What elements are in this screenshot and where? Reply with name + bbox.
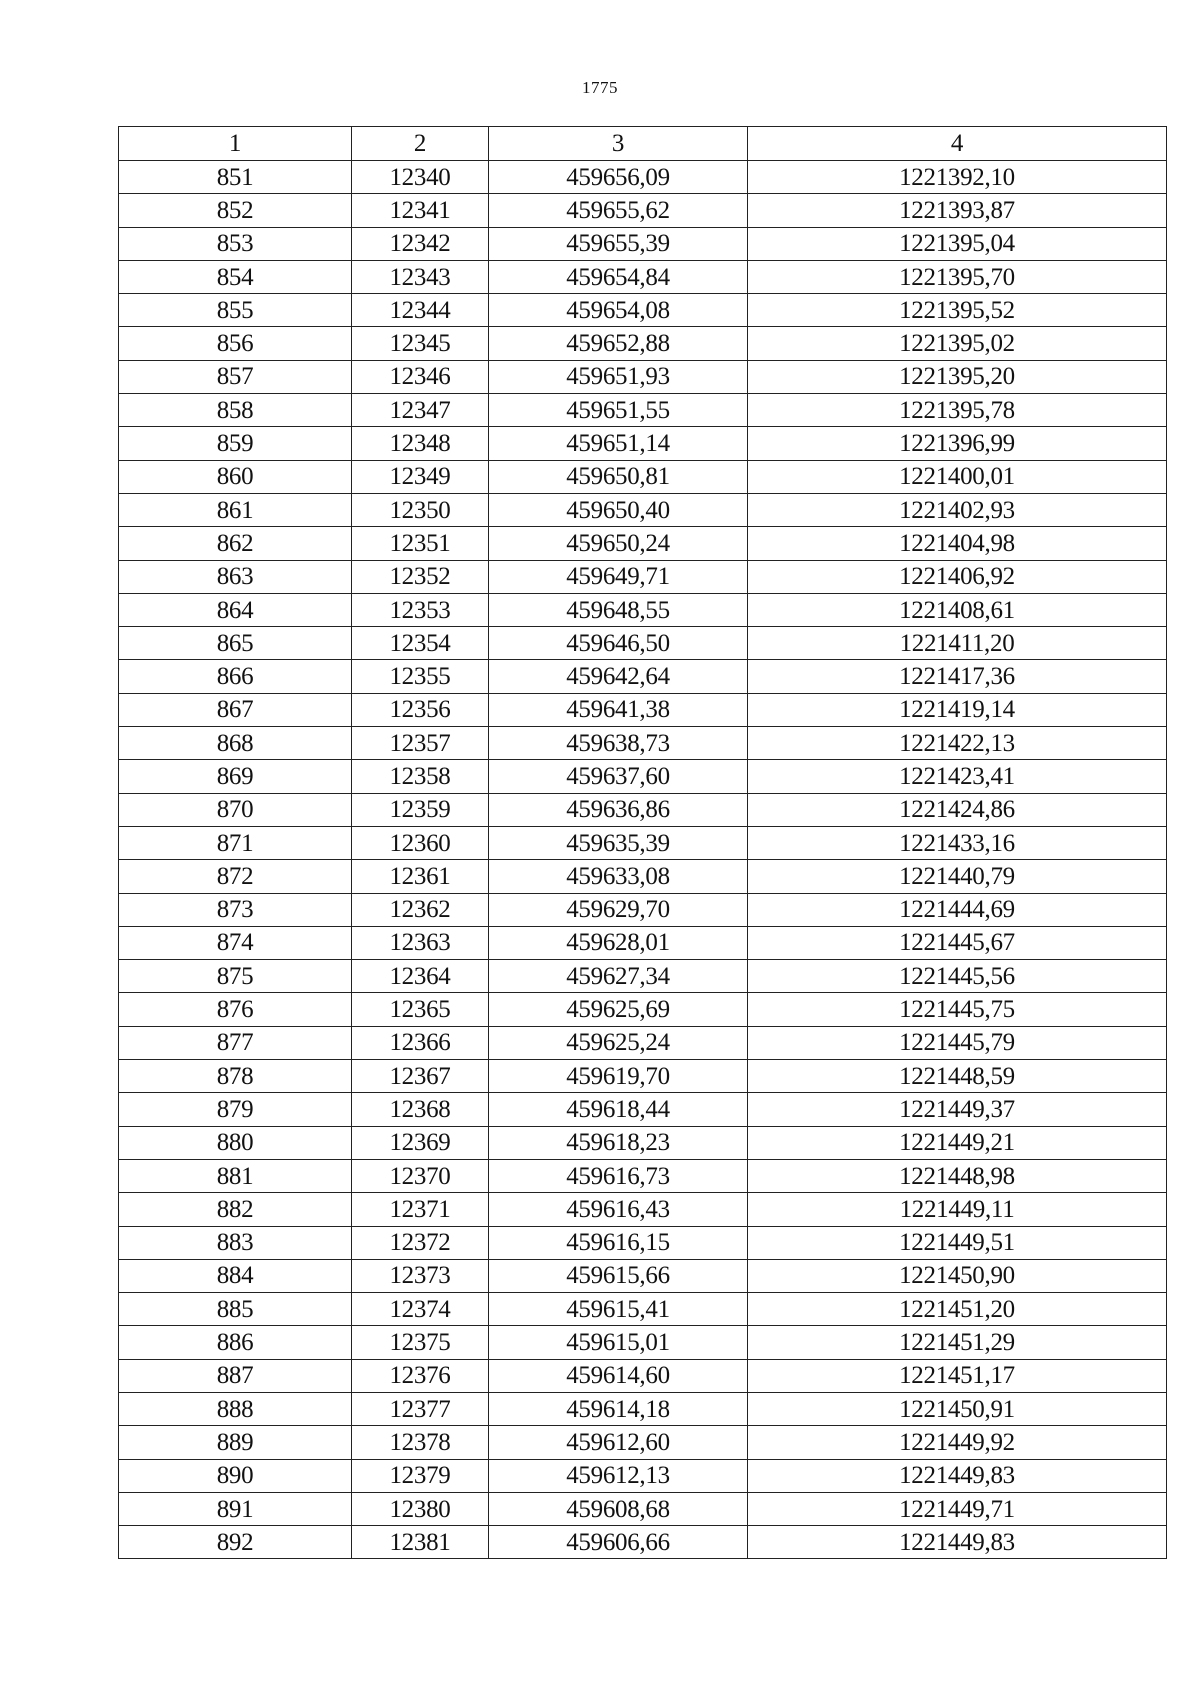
table-cell-col-1: 885 — [119, 1293, 352, 1326]
table-cell-col-4: 1221393,87 — [748, 194, 1167, 227]
table-cell-col-3: 459627,34 — [489, 960, 748, 993]
table-cell-col-4: 1221449,37 — [748, 1093, 1167, 1126]
table-cell-col-3: 459615,41 — [489, 1293, 748, 1326]
table-cell-col-4: 1221440,79 — [748, 860, 1167, 893]
table-cell-col-2: 12354 — [352, 627, 489, 660]
header-cell-2: 2 — [352, 127, 489, 161]
table-cell-col-1: 887 — [119, 1359, 352, 1392]
table-cell-col-1: 865 — [119, 627, 352, 660]
table-row — [119, 1426, 1167, 1459]
table-cell-col-4: 1221411,20 — [748, 627, 1167, 660]
table-cell-col-4: 1221423,41 — [748, 760, 1167, 793]
table-row — [119, 593, 1167, 626]
table-cell-col-2: 12341 — [352, 194, 489, 227]
table-cell-col-1: 888 — [119, 1392, 352, 1425]
table-cell-col-3: 459636,86 — [489, 793, 748, 826]
table-cell-col-4: 1221419,14 — [748, 693, 1167, 726]
table-cell-col-4: 1221417,36 — [748, 660, 1167, 693]
table-cell-col-4: 1221445,79 — [748, 1026, 1167, 1059]
table-row — [119, 1026, 1167, 1059]
table-cell-col-4: 1221395,20 — [748, 360, 1167, 393]
table-cell-col-2: 12340 — [352, 161, 489, 194]
header-cell-1: 1 — [119, 127, 352, 161]
table-cell-col-1: 871 — [119, 826, 352, 859]
table-cell-col-3: 459628,01 — [489, 926, 748, 959]
table-cell-col-4: 1221406,92 — [748, 560, 1167, 593]
table-cell-col-2: 12381 — [352, 1526, 489, 1559]
table-cell-col-4: 1221449,21 — [748, 1126, 1167, 1159]
table-cell-col-4: 1221400,01 — [748, 460, 1167, 493]
table-cell-col-1: 863 — [119, 560, 352, 593]
table-cell-col-3: 459650,81 — [489, 460, 748, 493]
table-row — [119, 1492, 1167, 1525]
table-cell-col-2: 12365 — [352, 993, 489, 1026]
table-cell-col-2: 12368 — [352, 1093, 489, 1126]
table-cell-col-1: 879 — [119, 1093, 352, 1126]
table-cell-col-1: 883 — [119, 1226, 352, 1259]
table-cell-col-3: 459606,66 — [489, 1526, 748, 1559]
table-row — [119, 693, 1167, 726]
table-cell-col-1: 851 — [119, 161, 352, 194]
table-row — [119, 394, 1167, 427]
table-cell-col-3: 459619,70 — [489, 1060, 748, 1093]
table-cell-col-1: 875 — [119, 960, 352, 993]
table-cell-col-3: 459616,73 — [489, 1159, 748, 1192]
table-cell-col-4: 1221451,17 — [748, 1359, 1167, 1392]
table-cell-col-2: 12352 — [352, 560, 489, 593]
table-cell-col-1: 870 — [119, 793, 352, 826]
table-cell-col-1: 857 — [119, 360, 352, 393]
table-cell-col-2: 12346 — [352, 360, 489, 393]
table-cell-col-4: 1221450,91 — [748, 1392, 1167, 1425]
table-cell-col-1: 858 — [119, 394, 352, 427]
table-cell-col-4: 1221451,20 — [748, 1293, 1167, 1326]
table-row — [119, 527, 1167, 560]
table-cell-col-2: 12376 — [352, 1359, 489, 1392]
table-row — [119, 1293, 1167, 1326]
table-cell-col-2: 12379 — [352, 1459, 489, 1492]
table-cell-col-1: 859 — [119, 427, 352, 460]
table-cell-col-2: 12362 — [352, 893, 489, 926]
table-cell-col-1: 882 — [119, 1193, 352, 1226]
table-cell-col-3: 459616,43 — [489, 1193, 748, 1226]
table-cell-col-2: 12347 — [352, 394, 489, 427]
table-cell-col-2: 12353 — [352, 593, 489, 626]
table-cell-col-1: 862 — [119, 527, 352, 560]
table-cell-col-3: 459614,18 — [489, 1392, 748, 1425]
table-cell-col-4: 1221395,78 — [748, 394, 1167, 427]
table-row — [119, 1060, 1167, 1093]
table-cell-col-4: 1221445,67 — [748, 926, 1167, 959]
table-cell-col-1: 890 — [119, 1459, 352, 1492]
table-cell-col-4: 1221449,51 — [748, 1226, 1167, 1259]
header-cell-4: 4 — [748, 127, 1167, 161]
table-cell-col-3: 459635,39 — [489, 826, 748, 859]
table-cell-col-4: 1221449,11 — [748, 1193, 1167, 1226]
table-cell-col-4: 1221449,83 — [748, 1459, 1167, 1492]
table-cell-col-3: 459616,15 — [489, 1226, 748, 1259]
table-cell-col-2: 12375 — [352, 1326, 489, 1359]
coordinates-table — [118, 126, 1167, 1559]
table-cell-col-2: 12363 — [352, 926, 489, 959]
table-cell-col-4: 1221449,83 — [748, 1526, 1167, 1559]
table-cell-col-1: 853 — [119, 227, 352, 260]
table-cell-col-1: 889 — [119, 1426, 352, 1459]
table-cell-col-4: 1221395,52 — [748, 294, 1167, 327]
page-number: 1775 — [582, 78, 618, 97]
table-row — [119, 960, 1167, 993]
table-cell-col-3: 459646,50 — [489, 627, 748, 660]
table-row — [119, 660, 1167, 693]
table-cell-col-1: 856 — [119, 327, 352, 360]
table-cell-col-4: 1221392,10 — [748, 161, 1167, 194]
table-cell-col-1: 854 — [119, 260, 352, 293]
table-cell-col-4: 1221395,02 — [748, 327, 1167, 360]
table-cell-col-1: 855 — [119, 294, 352, 327]
table-row — [119, 1159, 1167, 1192]
table-cell-col-4: 1221449,92 — [748, 1426, 1167, 1459]
table-row — [119, 294, 1167, 327]
table-row — [119, 1526, 1167, 1559]
table-cell-col-4: 1221445,75 — [748, 993, 1167, 1026]
table-cell-col-3: 459615,01 — [489, 1326, 748, 1359]
table-cell-col-3: 459651,14 — [489, 427, 748, 460]
table-cell-col-2: 12344 — [352, 294, 489, 327]
table-cell-col-1: 867 — [119, 693, 352, 726]
table-cell-col-2: 12356 — [352, 693, 489, 726]
table-row — [119, 194, 1167, 227]
table-cell-col-3: 459618,23 — [489, 1126, 748, 1159]
table-cell-col-3: 459649,71 — [489, 560, 748, 593]
table-row — [119, 1193, 1167, 1226]
table-cell-col-4: 1221424,86 — [748, 793, 1167, 826]
table-cell-col-2: 12343 — [352, 260, 489, 293]
table-cell-col-3: 459650,24 — [489, 527, 748, 560]
table-cell-col-1: 876 — [119, 993, 352, 1026]
table-cell-col-2: 12342 — [352, 227, 489, 260]
table-cell-col-4: 1221396,99 — [748, 427, 1167, 460]
table-cell-col-2: 12357 — [352, 727, 489, 760]
table-cell-col-2: 12378 — [352, 1426, 489, 1459]
table-cell-col-1: 892 — [119, 1526, 352, 1559]
table-cell-col-3: 459633,08 — [489, 860, 748, 893]
table-row — [119, 1359, 1167, 1392]
table-row — [119, 860, 1167, 893]
table-cell-col-3: 459651,93 — [489, 360, 748, 393]
table-row — [119, 727, 1167, 760]
table-row — [119, 1126, 1167, 1159]
table-cell-col-1: 891 — [119, 1492, 352, 1525]
table-row — [119, 893, 1167, 926]
table-cell-col-2: 12366 — [352, 1026, 489, 1059]
table-row — [119, 161, 1167, 194]
table-cell-col-4: 1221422,13 — [748, 727, 1167, 760]
table-cell-col-2: 12377 — [352, 1392, 489, 1425]
table-cell-col-3: 459625,69 — [489, 993, 748, 1026]
table-cell-col-2: 12358 — [352, 760, 489, 793]
table-cell-col-2: 12350 — [352, 493, 489, 526]
table-cell-col-2: 12367 — [352, 1060, 489, 1093]
table-row — [119, 760, 1167, 793]
table-cell-col-4: 1221448,98 — [748, 1159, 1167, 1192]
table-row — [119, 1093, 1167, 1126]
table-row — [119, 826, 1167, 859]
table-cell-col-3: 459641,38 — [489, 693, 748, 726]
table-body — [119, 161, 1167, 1559]
table-row — [119, 1326, 1167, 1359]
table-cell-col-2: 12380 — [352, 1492, 489, 1525]
table-cell-col-1: 877 — [119, 1026, 352, 1059]
table-header — [119, 127, 1167, 161]
table-cell-col-2: 12349 — [352, 460, 489, 493]
table-cell-col-3: 459625,24 — [489, 1026, 748, 1059]
table-cell-col-2: 12359 — [352, 793, 489, 826]
table-row — [119, 1459, 1167, 1492]
header-cell-3: 3 — [489, 127, 748, 161]
table-cell-col-3: 459655,39 — [489, 227, 748, 260]
table-cell-col-3: 459638,73 — [489, 727, 748, 760]
table-cell-col-3: 459612,13 — [489, 1459, 748, 1492]
table-row — [119, 493, 1167, 526]
table-cell-col-3: 459629,70 — [489, 893, 748, 926]
table-row — [119, 793, 1167, 826]
table-cell-col-3: 459637,60 — [489, 760, 748, 793]
table-cell-col-3: 459651,55 — [489, 394, 748, 427]
table-row — [119, 993, 1167, 1026]
table-cell-col-3: 459612,60 — [489, 1426, 748, 1459]
table-cell-col-4: 1221408,61 — [748, 593, 1167, 626]
table-cell-col-2: 12360 — [352, 826, 489, 859]
table-cell-col-4: 1221449,71 — [748, 1492, 1167, 1525]
table-cell-col-4: 1221433,16 — [748, 826, 1167, 859]
table-cell-col-2: 12373 — [352, 1259, 489, 1292]
table-row — [119, 327, 1167, 360]
table-cell-col-4: 1221451,29 — [748, 1326, 1167, 1359]
table-row — [119, 360, 1167, 393]
table-cell-col-4: 1221395,70 — [748, 260, 1167, 293]
table-row — [119, 460, 1167, 493]
table-cell-col-2: 12369 — [352, 1126, 489, 1159]
table-cell-col-2: 12348 — [352, 427, 489, 460]
table-row — [119, 926, 1167, 959]
table-cell-col-1: 884 — [119, 1259, 352, 1292]
table-cell-col-2: 12355 — [352, 660, 489, 693]
table-cell-col-3: 459615,66 — [489, 1259, 748, 1292]
table-cell-col-3: 459608,68 — [489, 1492, 748, 1525]
table-row — [119, 1226, 1167, 1259]
table-cell-col-3: 459614,60 — [489, 1359, 748, 1392]
table-cell-col-3: 459652,88 — [489, 327, 748, 360]
table-cell-col-4: 1221448,59 — [748, 1060, 1167, 1093]
table-cell-col-1: 860 — [119, 460, 352, 493]
table-cell-col-3: 459655,62 — [489, 194, 748, 227]
table-row — [119, 1392, 1167, 1425]
table-cell-col-2: 12364 — [352, 960, 489, 993]
table-cell-col-3: 459654,08 — [489, 294, 748, 327]
table-row — [119, 427, 1167, 460]
table-cell-col-3: 459642,64 — [489, 660, 748, 693]
table-cell-col-2: 12361 — [352, 860, 489, 893]
table-cell-col-1: 872 — [119, 860, 352, 893]
table-cell-col-1: 864 — [119, 593, 352, 626]
table-cell-col-2: 12371 — [352, 1193, 489, 1226]
table-cell-col-1: 874 — [119, 926, 352, 959]
table-row — [119, 227, 1167, 260]
table-cell-col-1: 881 — [119, 1159, 352, 1192]
header-row — [119, 127, 1167, 161]
table-cell-col-2: 12370 — [352, 1159, 489, 1192]
table-cell-col-4: 1221404,98 — [748, 527, 1167, 560]
table-cell-col-1: 873 — [119, 893, 352, 926]
table-cell-col-1: 868 — [119, 727, 352, 760]
table-cell-col-4: 1221445,56 — [748, 960, 1167, 993]
table-cell-col-1: 869 — [119, 760, 352, 793]
table-row — [119, 627, 1167, 660]
table-cell-col-3: 459654,84 — [489, 260, 748, 293]
table-cell-col-1: 886 — [119, 1326, 352, 1359]
table-cell-col-1: 880 — [119, 1126, 352, 1159]
table-cell-col-2: 12374 — [352, 1293, 489, 1326]
table-cell-col-4: 1221450,90 — [748, 1259, 1167, 1292]
table-cell-col-1: 866 — [119, 660, 352, 693]
table-cell-col-3: 459648,55 — [489, 593, 748, 626]
table-cell-col-4: 1221402,93 — [748, 493, 1167, 526]
table-cell-col-3: 459650,40 — [489, 493, 748, 526]
table-cell-col-4: 1221444,69 — [748, 893, 1167, 926]
table-row — [119, 260, 1167, 293]
table-row — [119, 560, 1167, 593]
table-row — [119, 1259, 1167, 1292]
table-cell-col-2: 12372 — [352, 1226, 489, 1259]
table-cell-col-3: 459618,44 — [489, 1093, 748, 1126]
table-cell-col-1: 852 — [119, 194, 352, 227]
table-cell-col-4: 1221395,04 — [748, 227, 1167, 260]
table-cell-col-2: 12351 — [352, 527, 489, 560]
table-cell-col-3: 459656,09 — [489, 161, 748, 194]
table-cell-col-2: 12345 — [352, 327, 489, 360]
table-cell-col-1: 878 — [119, 1060, 352, 1093]
table-cell-col-1: 861 — [119, 493, 352, 526]
